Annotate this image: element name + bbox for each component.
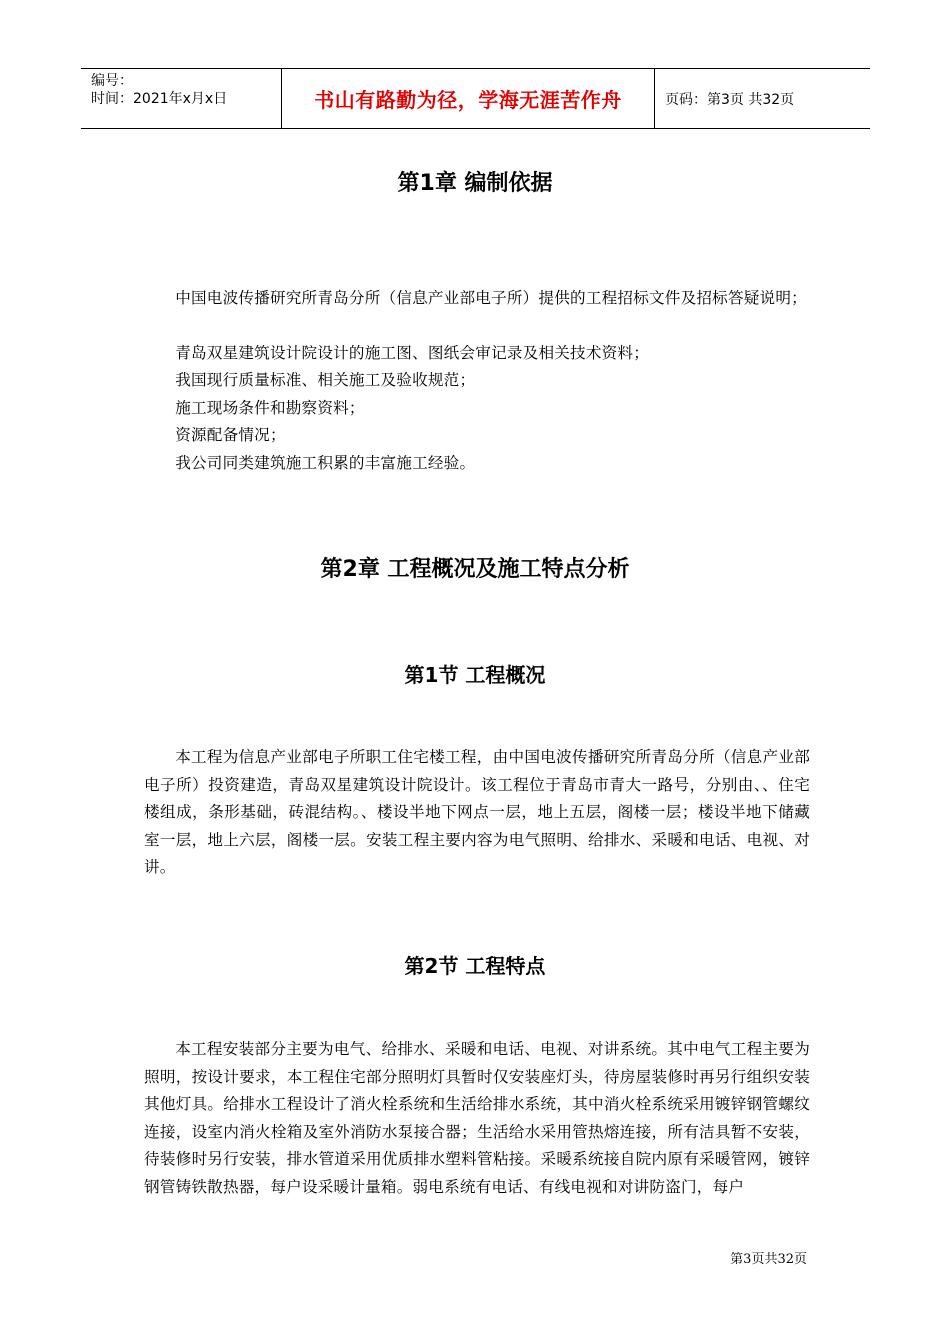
section-2-title: 第2节 工程特点 — [404, 954, 546, 978]
chapter-1-item: 中国电波传播研究所青岛分所（信息产业部电子所）提供的工程招标文件及招标答疑说明； — [175, 289, 807, 307]
section-1-paragraph: 本工程为信息产业部电子所职工住宅楼工程，由中国电波传播研究所青岛分所（信息产业部电子所）投资建造，青岛双星建筑设计院设计。该工程位于青岛市青大一路号，分别由、、住宅楼组成，条形基础，砖混结构。、楼设半地下网点一层，地上五层，阁楼一层；楼设半地下储藏室一层，地上六层，阁楼一层。安装工程主要内容为电气照明、给排水、采暖和电话、电视、对讲。 — [144, 748, 810, 876]
section-1-title: 第1节 工程概况 — [404, 663, 546, 687]
header-motto: 书山有路勤为径，学海无涯苦作舟 — [282, 69, 655, 128]
header-meta-cell — [81, 69, 282, 128]
chapter-1-item: 我国现行质量标准、相关施工及验收规范； — [175, 371, 476, 389]
chapter-1-item: 青岛双星建筑设计院设计的施工图、图纸会审记录及相关技术资料； — [175, 344, 650, 362]
page-header — [81, 68, 870, 129]
chapter-1-item: 资源配备情况； — [175, 426, 286, 444]
document-time-label: 时间：2021年x月x日 — [91, 91, 228, 107]
chapter-1-item: 我公司同类建筑施工积累的丰富施工经验。 — [175, 454, 476, 472]
document-number-label: 编号： — [91, 73, 133, 89]
chapter-1-item: 施工现场条件和勘察资料； — [175, 399, 365, 417]
chapter-1-title: 第1章 编制依据 — [397, 171, 553, 196]
header-page-info: 页码：第3页 共32页 — [665, 91, 795, 108]
chapter-2-title: 第2章 工程概况及施工特点分析 — [320, 557, 630, 582]
page-footer-number: 第3页共32页 — [730, 1252, 807, 1267]
section-2-paragraph: 本工程安装部分主要为电气、给排水、采暖和电话、电视、对讲系统。其中电气工程主要为照明，按设计要求，本工程住宅部分照明灯具暂时仅安装座灯头，待房屋装修时再另行组织安装其他灯具。给排水工程设计了消火栓系统和生活给排水系统，其中消火栓系统采用镀锌钢管螺纹连接，设室内消火栓箱及室外消防水泵接合器；生活给水采用管热熔连接，所有洁具暂不安装，待装修时另行安装，排水管道采用优质排水塑料管粘接。采暖系统接自院内原有采暖管网，镀锌钢管铸铁散热器，每户设采暖计量箱。弱电系统有电话、有线电视和对讲防盗门，每户 — [144, 1040, 810, 1196]
